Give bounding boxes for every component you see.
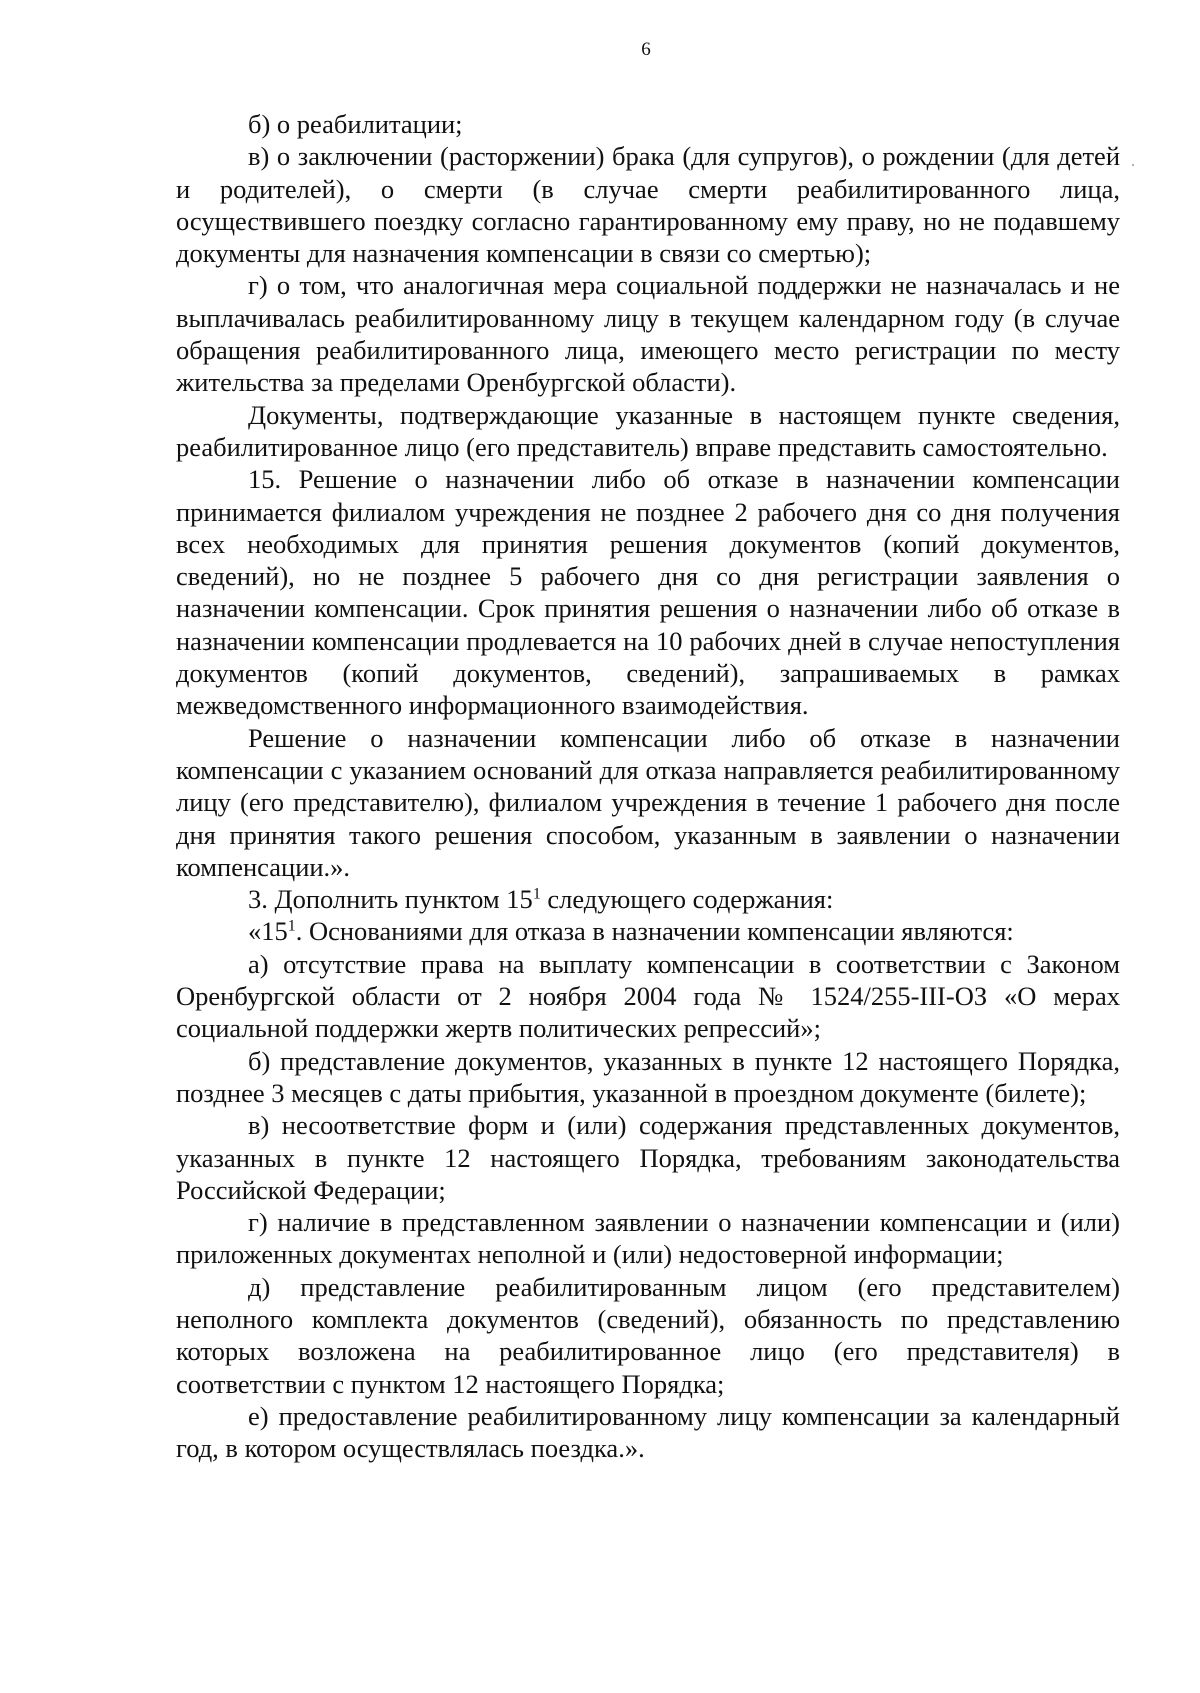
paragraph-decision-notification: Решение о назначении компенсации либо об отказе в назначении компенсации с указанием оснований для отказа направляется реабилитированному лицу (его представителю), филиалом учреждения в течение 1 рабочего дня после дня принятия такого решения способом, указанным в заявлении о назначении компенсации.».: [176, 722, 1120, 882]
paragraph-g-not-assigned: г) о том, что аналогичная мера социальной поддержки не назначалась и не выплачивалась реабилитированному лицу в текущем календарном году (в случае обращения реабилитированного лица, имеющего место регистрации по месту жительства за пределами Оренбургской области).: [176, 270, 1120, 398]
superscript: 1: [532, 885, 541, 903]
document-body: [176, 108, 1120, 1464]
paragraph-b-late-submission: б) представление документов, указанных в пункте 12 настоящего Порядка, позднее 3 месяцев с даты прибытия, указанной в проездном документе (билете);: [176, 1045, 1120, 1108]
paragraph-item-15-1-heading: [176, 915, 1120, 947]
superscript: 1: [287, 917, 296, 935]
page-number: 6: [641, 39, 651, 60]
paragraph-b-rehabilitation: б) о реабилитации;: [248, 109, 463, 139]
paragraph-amendment-3: [176, 883, 1120, 915]
paragraph-g-incomplete-info: г) наличие в представленном заявлении о назначении компенсации и (или) приложенных документах неполной и (или) недостоверной информации;: [176, 1207, 1120, 1270]
paragraph-a-no-right: а) отсутствие права на выплату компенсации в соответствии с Законом Оренбургской области от 2 ноября 2004 года № 1524/255-III-ОЗ «О мерах социальной поддержки жертв политических репрессий»;: [176, 948, 1120, 1044]
paragraph-documents-self-submission: Документы, подтверждающие указанные в настоящем пункте сведения, реабилитированное лицо (его представитель) вправе представить самостоятельно.: [176, 399, 1120, 462]
amendment-text-after: следующего содержания:: [540, 884, 834, 915]
paragraph-v-marriage-birth-death: в) о заключении (расторжении) брака (для супругов), о рождении (для детей и родителей), о смерти (в случае смерти реабилитированного лица, осуществившего поездку согласно гарантированному ему праву, но не подавшему документы для назначения компенсации в связи со смертью);: [176, 141, 1120, 269]
scan-speck: [1132, 164, 1134, 166]
item-text-after: . Основаниями для отказа в назначении компенсации являются:: [295, 916, 1014, 947]
amendment-text-before: 3. Дополнить пунктом 15: [248, 884, 533, 915]
paragraph-e-already-compensated: е) предоставление реабилитированному лицу компенсации за календарный год, в котором осуществлялась поездка.».: [176, 1400, 1120, 1464]
paragraph-item-15-decision: 15. Решение о назначении либо об отказе в назначении компенсации принимается филиалом учреждения не позднее 2 рабочего дня со дня получения всех необходимых для принятия решения документов (копий документов, сведений), но не позднее 5 рабочего дня со дня регистрации заявления о назначении компенсации. Срок принятия решения о назначении либо об отказе в назначении компенсации продлевается на 10 рабочих дней в случае непоступления документов (копий документов, сведений), запрашиваемых в рамках межведомственного информационного взаимодействия.: [176, 464, 1120, 721]
paragraph-d-incomplete-set: д) представление реабилитированным лицом (его представителем) неполного комплекта документов (сведений), обязанность по представлению которых возложена на реабилитированное лицо (его представителя) в соответствии с пунктом 12 настоящего Порядка;: [176, 1271, 1120, 1399]
paragraph-v-nonconformity: в) несоответствие форм и (или) содержания представленных документов, указанных в пункте 12 настоящего Порядка, требованиям законодательства Российской Федерации;: [176, 1110, 1120, 1205]
item-text-before: «15: [248, 916, 288, 947]
